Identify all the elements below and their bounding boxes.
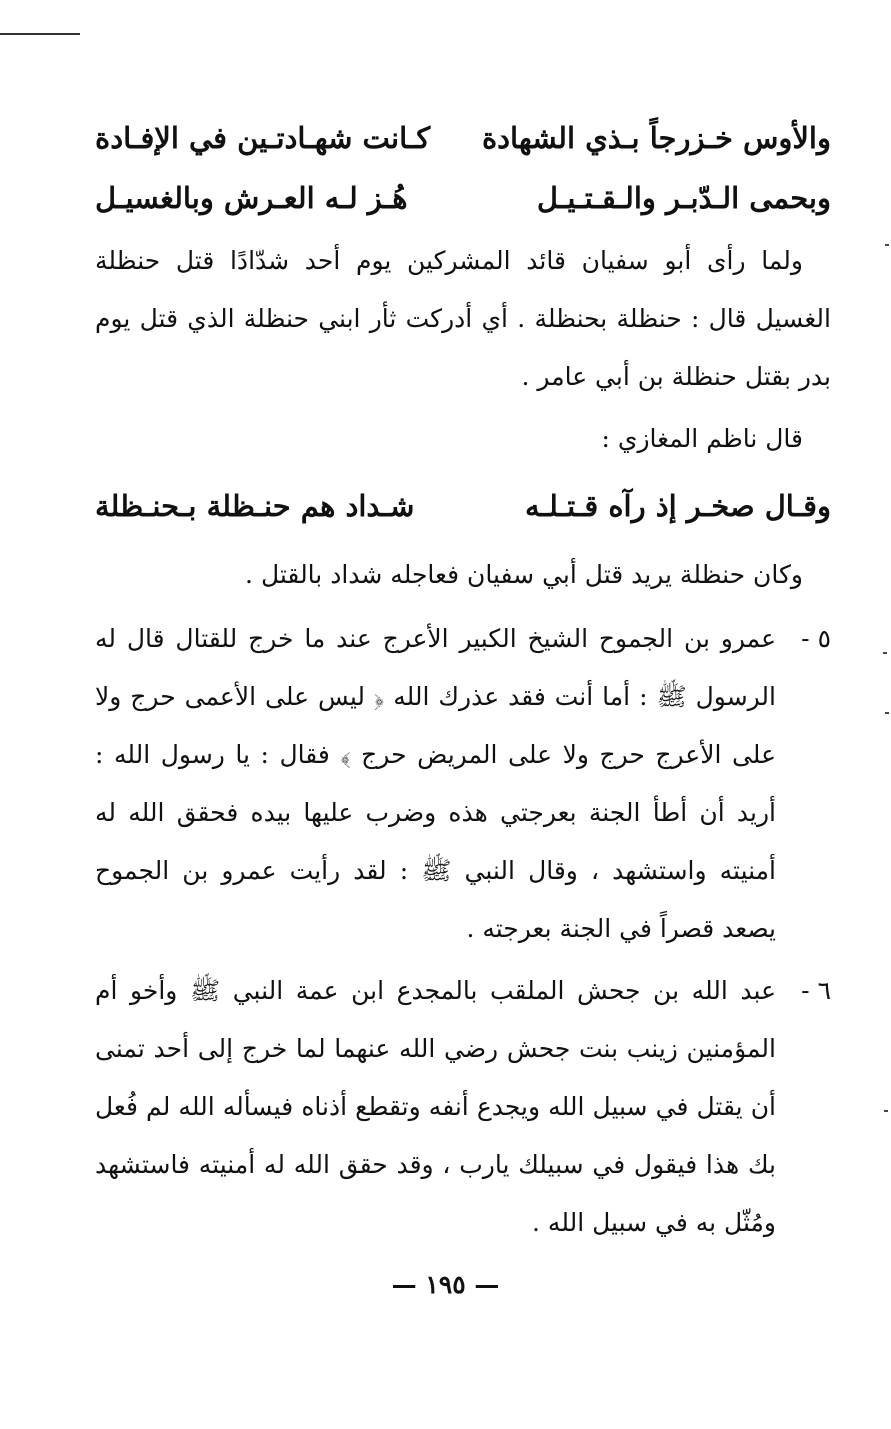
margin-mark [884,1110,888,1112]
verse-2-hemistich-1: وبحمى الـدّبـر والـقـتـيـل [536,181,831,215]
top-rule [0,33,80,35]
margin-mark [885,712,889,714]
paragraph-hanzala: ولما رأى أبو سفيان قائد المشركين يوم أحد شدّادًا قتل حنظلة الغسيل قال : حنظلة بحنظلة . أي أدركت ثأر ابني حنظلة الذي قتل يوم بدر بقتل حنظلة بن أبي عامر . [95,246,831,391]
verse-2-hemistich-2: هُـز لـه العـرش وبالغسيـل [95,181,408,215]
verse-line-3 [95,484,831,528]
margin-mark [883,652,887,654]
item-6-text: عبد الله بن جحش الملقب بالمجدع ابن عمة النبي ﷺ وأخو أم المؤمنين زينب بنت جحش رضي الله عنهما لما خرج إلى أحد تمنى أن يقتل في سبيل الله ويجدع أنفه وتقطع أذناه فيسأله الله لم فُعل بك هذا فيقول في سبيلك يارب ، وقد حقق الله له أمنيته فاستشهد ومُثّل به في سبيل الله . [95,976,776,1237]
verse-3-hemistich-1: وقـال صخـر إذ رآه قـتـلـه [525,489,831,523]
page-number: — ١٩٥ — [391,1270,500,1299]
item-6-number: ٦ - [801,976,831,1005]
verse-line-1 [95,116,831,160]
verse-3-hemistich-2: شـداد هم حنـظلة بـحنـظلة [95,489,415,523]
verse-1-hemistich-2: كـانت شهـادتـين في الإفـادة [95,121,431,155]
verse-line-2 [95,176,831,220]
poet-intro: قال ناظم المغازي : [601,424,803,453]
verse-1-hemistich-1: والأوس خـزرجاً بـذي الشهادة [481,121,831,155]
margin-mark [885,244,889,246]
paragraph-shaddad: وكان حنظلة يريد قتل أبي سفيان فعاجله شداد بالقتل . [245,560,803,589]
item-5-text: عمرو بن الجموح الشيخ الكبير الأعرج عند ما خرج للقتال قال له الرسول ﷺ : أما أنت فقد عذرك الله ﴿ ليس على الأعمى حرج ولا على الأعرج حرج ولا على المريض حرج ﴾ فقال : يا رسول الله : أريد أن أطأ الجنة بعرجتي هذه وضرب عليها بيده فحقق الله له أمنيته واستشهد ، وقال النبي ﷺ : لقد رأيت عمرو بن الجموح يصعد قصراً في الجنة بعرجته . [95,624,776,943]
item-5-number: ٥ - [801,624,831,653]
